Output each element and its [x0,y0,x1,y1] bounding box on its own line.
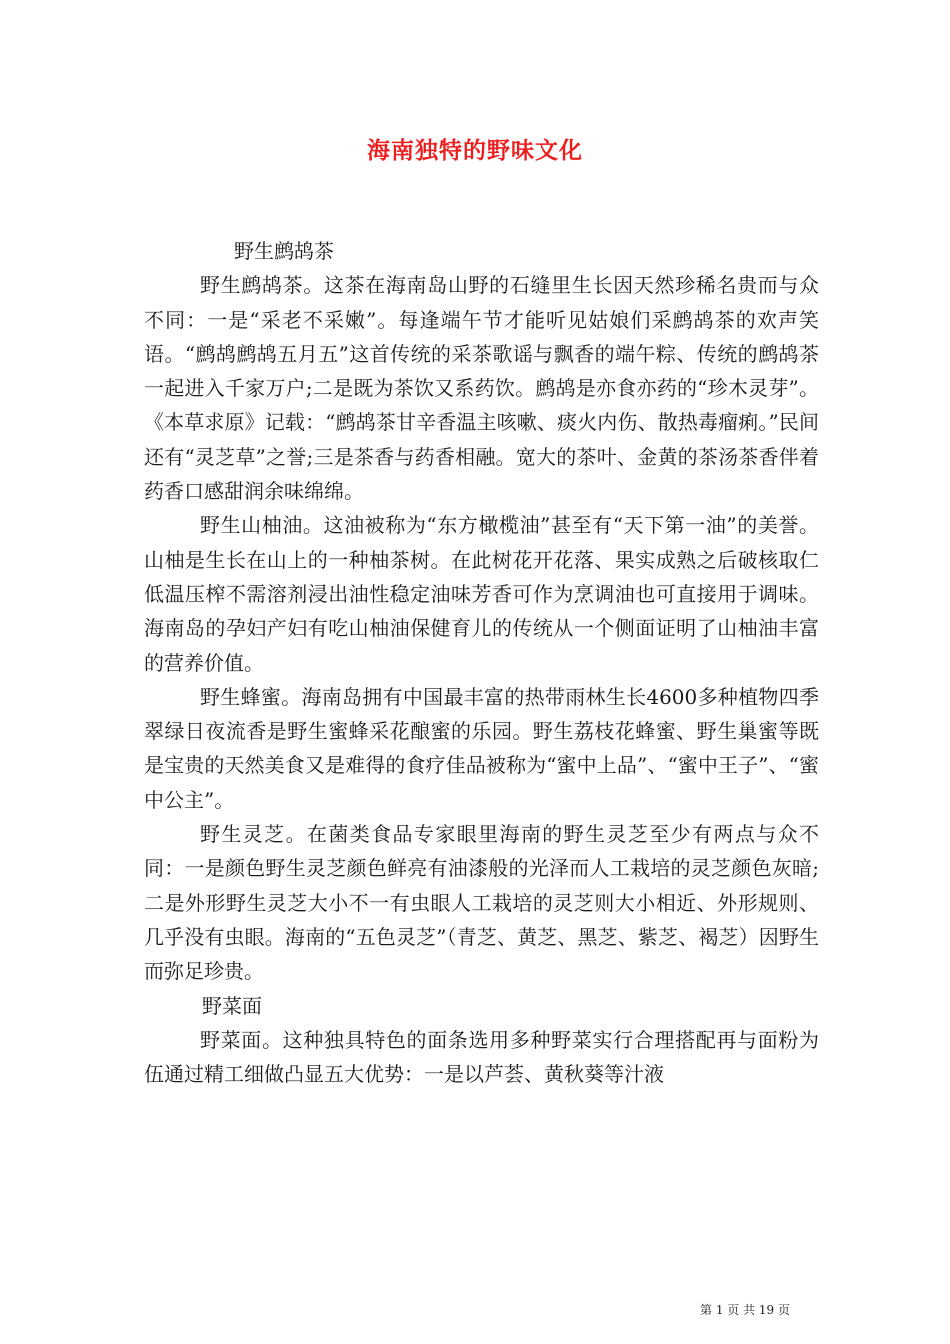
document-body [144,234,819,1091]
paragraph-honey: 野生蜂蜜。海南岛拥有中国最丰富的热带雨林生长4600多种植物四季翠绿日夜流香是野生蜜蜂采花酿蜜的乐园。野生荔枝花蜂蜜、野生巢蜜等既是宝贵的天然美食又是难得的食疗佳品被称为“蜜中上品”、“蜜中王子”、“蜜中公主”。 [144,684,819,812]
page-number: 第 1 页 共 19 页 [700,1303,790,1317]
paragraph-lingzhi: 野生灵芝。在菌类食品专家眼里海南的野生灵芝至少有两点与众不同：一是颜色野生灵芝颜色鲜亮有油漆般的光泽而人工栽培的灵芝颜色灰暗;二是外形野生灵芝大小不一有虫眼人工栽培的灵芝则大小相近、外形规则、几乎没有虫眼。海南的“五色灵芝”（青芝、黄芝、黑芝、紫芝、褐芝）因野生而弥足珍贵。 [144,822,819,984]
paragraph-tea: 野生鹧鸪茶。这茶在海南岛山野的石缝里生长因天然珍稀名贵而与众不同：一是“采老不采嫩”。每逢端午节才能听见姑娘们采鹧鸪茶的欢声笑语。“鹧鸪鹧鸪五月五”这首传统的采茶歌谣与飘香的端午粽、传统的鹧鸪茶一起进入千家万户;二是既为茶饮又系药饮。鹧鸪是亦食亦药的“珍木灵芽”。《本草求原》记载：“鹧鸪茶甘辛香温主咳嗽、痰火内伤、散热毒瘤痢。”民间还有“灵芝草”之誉;三是茶香与药香相融。宽大的茶叶、金黄的茶汤茶香伴着药香口感甜润余味绵绵。 [144,273,819,504]
section-heading-noodles: 野菜面 [202,993,262,1018]
document-title: 海南独特的野味文化 [367,137,583,164]
section-heading-tea: 野生鹧鸪茶 [234,239,334,263]
paragraph-oil: 野生山柚油。这油被称为“东方橄榄油”甚至有“天下第一油”的美誉。山柚是生长在山上的一种柚茶树。在此树花开花落、果实成熟之后破核取仁低温压榨不需溶剂浸出油性稳定油味芳香可作为烹调油也可直接用于调味。海南岛的孕妇产妇有吃山柚油保健育儿的传统从一个侧面证明了山柚油丰富的营养价值。 [144,513,819,675]
paragraph-noodles: 野菜面。这种独具特色的面条选用多种野菜实行合理搭配再与面粉为伍通过精工细做凸显五大优势：一是以芦荟、黄秋葵等汁液 [144,1027,819,1087]
